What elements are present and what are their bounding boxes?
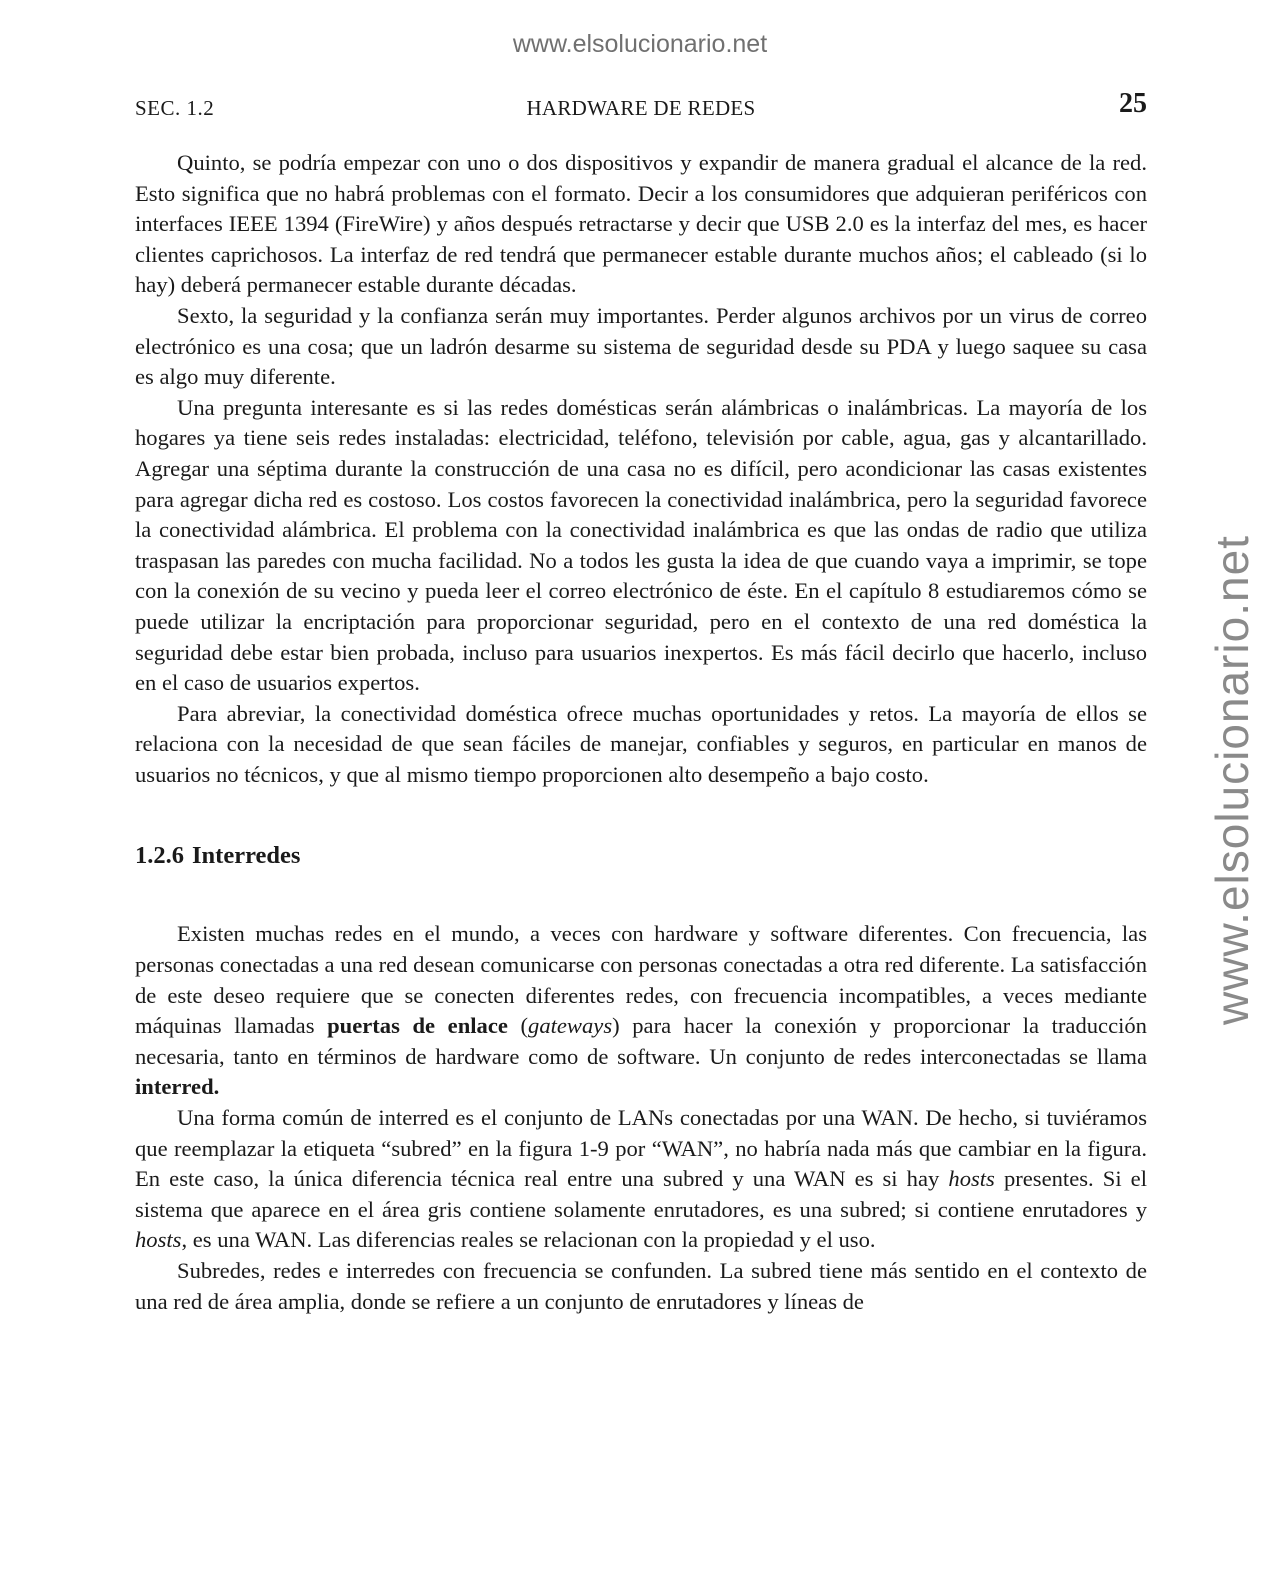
term-gateways: gateways — [528, 1013, 613, 1039]
page-body — [135, 148, 1147, 1317]
text-run: , es una WAN. Las diferencias reales se relacionan con la propiedad y el uso. — [181, 1227, 876, 1253]
section-label: SEC. 1.2 — [135, 96, 215, 120]
section-heading — [135, 840, 1147, 872]
watermark-side: www.elsolucionario.net — [1206, 535, 1258, 1025]
text-run: ) para hacer la conexión y proporcionar la traducción necesaria, tanto en términos de hardware como de software. Un conjunto de redes interconectadas se llama — [135, 1013, 1147, 1069]
text-run: Una forma común de interred es el conjunto de LANs conectadas por una WAN. De hecho, si tuviéramos que reemplazar la etiqueta “subred” en la figura 1-9 por “WAN”, no habría nada más que cambiar en la figura. En este caso, la única diferencia técnica real entre una subred y una WAN es si hay — [135, 1105, 1147, 1192]
text-run: presentes. Si el sistema que aparece en el área gris contiene solamente enrutadores, es una subred; si contiene enrutadores y — [135, 1166, 1147, 1222]
chapter-section-title: HARDWARE DE REDES — [526, 96, 756, 120]
term-interred: interred. — [135, 1074, 220, 1100]
paragraph-interredes-3: Subredes, redes e interredes con frecuencia se confunden. La subred tiene más sentido en el contexto de una red de área amplia, donde se refiere a un conjunto de enrutadores y líneas de — [135, 1258, 1147, 1314]
section-title: Interredes — [192, 842, 301, 870]
paragraph-interredes-2 — [135, 1103, 1147, 1256]
paragraph-abreviar: Para abreviar, la conectividad doméstica ofrece muchas oportunidades y retos. La mayoría de ellos se relaciona con la necesidad de que sean fáciles de manejar, confiables y seguros, en particular en manos de usuarios no técnicos, y que al mismo tiempo proporcionen alto desempeño a bajo costo. — [135, 700, 1147, 787]
text-run: Existen muchas redes en el mundo, a veces con hardware y software diferentes. Con frecuencia, las personas conectadas a una red desean comunicarse con personas conectadas a otra red diferente. La satisfacción de este deseo requiere que se conecten diferentes redes, con frecuencia incompatibles, a veces mediante máquinas llamadas — [135, 921, 1147, 1039]
term-hosts: hosts — [135, 1227, 182, 1253]
text-run: ( — [507, 1013, 529, 1039]
running-head — [135, 88, 1147, 124]
section-number: 1.2.6 — [135, 842, 184, 870]
paragraph-alambricas: Una pregunta interesante es si las redes domésticas serán alámbricas o inalámbricas. La mayoría de los hogares ya tiene seis redes instaladas: electricidad, teléfono, televisión por cable, agua, gas y alcantarillado. Agregar una séptima durante la construcción de una casa no es difícil, pero acondicionar las casas existentes para agregar dicha red es costoso. Los costos favorecen la conectividad inalámbrica, pero la seguridad favorece la conectividad alámbrica. El problema con la conectividad inalámbrica es que las ondas de radio que utiliza traspasan las paredes con mucha facilidad. No a todos les gusta la idea de que cuando vaya a imprimir, se tope con la conexión de su vecino y pueda leer el correo electrónico de éste. En el capítulo 8 estudiaremos cómo se puede utilizar la encriptación para proporcionar seguridad, pero en el contexto de una red doméstica la seguridad debe estar bien probada, incluso para usuarios inexpertos. Es más fácil decirlo que hacerlo, incluso en el caso de usuarios expertos. — [135, 394, 1147, 696]
term-puertas-de-enlace: puertas de enlace — [327, 1013, 508, 1039]
paragraph-interredes-1 — [135, 919, 1147, 1103]
watermark-top: www.elsolucionario.net — [512, 30, 768, 58]
term-hosts: hosts — [948, 1166, 995, 1192]
paragraph-quinto: Quinto, se podría empezar con uno o dos dispositivos y expandir de manera gradual el alcance de la red. Esto significa que no habrá problemas con el formato. Decir a los consumidores que adquieran periféricos con interfaces IEEE 1394 (FireWire) y años después retractarse y decir que USB 2.0 es la interfaz del mes, es hacer clientes caprichosos. La interfaz de red tendrá que permanecer estable durante muchos años; el cableado (si lo hay) deberá permanecer estable durante décadas. — [135, 150, 1147, 298]
page-number: 25 — [1119, 88, 1147, 119]
paragraph-sexto: Sexto, la seguridad y la confianza serán muy importantes. Perder algunos archivos por un virus de correo electrónico es una cosa; que un ladrón desarme su sistema de seguridad desde su PDA y luego saquee su casa es algo muy diferente. — [135, 302, 1147, 390]
